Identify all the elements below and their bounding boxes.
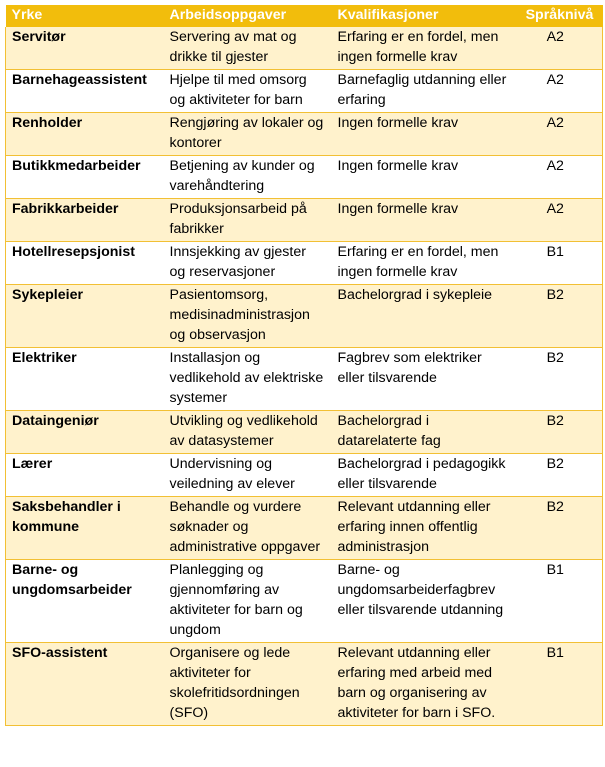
table-row [6,285,603,348]
table-header [6,5,603,27]
job-cell: Sykepleier [6,285,164,348]
language-level-cell: B2 [517,348,603,411]
qualifications-cell: Relevant utdanning eller erfaring med arbeid med barn og organisering av aktiviteter for barn i SFO. [332,643,517,726]
qualifications-cell: Bachelorgrad i datarelaterte fag [332,411,517,454]
tasks-cell: Installasjon og vedlikehold av elektriske systemer [164,348,332,411]
job-cell: Servitør [6,27,164,70]
qualifications-cell: Bachelorgrad i pedagogikk eller tilsvarende [332,454,517,497]
job-cell: Barne- og ungdomsarbeider [6,560,164,643]
table-row [6,643,603,726]
tasks-cell: Planlegging og gjennomføring av aktiviteter for barn og ungdom [164,560,332,643]
table-row [6,27,603,70]
language-level-cell: B1 [517,242,603,285]
tasks-cell: Pasientomsorg, medisinadministrasjon og observasjon [164,285,332,348]
table-row [6,156,603,199]
language-level-cell: A2 [517,113,603,156]
job-cell: Butikkmedarbeider [6,156,164,199]
qualifications-cell: Barne- og ungdomsarbeiderfagbrev eller tilsvarende utdanning [332,560,517,643]
language-level-cell: B2 [517,285,603,348]
tasks-cell: Rengjøring av lokaler og kontorer [164,113,332,156]
header-row [6,5,603,27]
job-cell: Barnehageassistent [6,70,164,113]
header-language-level: Språknivå [517,5,603,27]
table-row [6,560,603,643]
tasks-cell: Betjening av kunder og varehåndtering [164,156,332,199]
qualifications-cell: Ingen formelle krav [332,156,517,199]
job-cell: Fabrikkarbeider [6,199,164,242]
qualifications-cell: Relevant utdanning eller erfaring innen offentlig administrasjon [332,497,517,560]
tasks-cell: Servering av mat og drikke til gjester [164,27,332,70]
occupations-table [5,5,603,726]
language-level-cell: B2 [517,411,603,454]
qualifications-cell: Erfaring er en fordel, men ingen formelle krav [332,242,517,285]
table-row [6,454,603,497]
job-cell: Lærer [6,454,164,497]
tasks-cell: Utvikling og vedlikehold av datasystemer [164,411,332,454]
language-level-cell: B2 [517,497,603,560]
header-qualifications: Kvalifikasjoner [332,5,517,27]
language-level-cell: B2 [517,454,603,497]
job-cell: Renholder [6,113,164,156]
qualifications-cell: Barnefaglig utdanning eller erfaring [332,70,517,113]
header-tasks: Arbeidsoppgaver [164,5,332,27]
language-level-cell: B1 [517,643,603,726]
job-cell: Dataingeniør [6,411,164,454]
tasks-cell: Hjelpe til med omsorg og aktiviteter for barn [164,70,332,113]
tasks-cell: Produksjonsarbeid på fabrikker [164,199,332,242]
table-body [6,27,603,726]
tasks-cell: Behandle og vurdere søknader og administrative oppgaver [164,497,332,560]
tasks-cell: Organisere og lede aktiviteter for skolefritidsordningen (SFO) [164,643,332,726]
table-row [6,242,603,285]
table-row [6,348,603,411]
header-job: Yrke [6,5,164,27]
job-cell: SFO-assistent [6,643,164,726]
language-level-cell: A2 [517,156,603,199]
qualifications-cell: Fagbrev som elektriker eller tilsvarende [332,348,517,411]
job-cell: Hotellresepsjonist [6,242,164,285]
job-cell: Saksbehandler i kommune [6,497,164,560]
table-row [6,497,603,560]
tasks-cell: Innsjekking av gjester og reservasjoner [164,242,332,285]
language-level-cell: A2 [517,70,603,113]
language-level-cell: A2 [517,199,603,242]
qualifications-cell: Ingen formelle krav [332,199,517,242]
table-row [6,411,603,454]
tasks-cell: Undervisning og veiledning av elever [164,454,332,497]
qualifications-cell: Erfaring er en fordel, men ingen formelle krav [332,27,517,70]
job-cell: Elektriker [6,348,164,411]
table-row [6,199,603,242]
table-row [6,70,603,113]
language-level-cell: A2 [517,27,603,70]
qualifications-cell: Ingen formelle krav [332,113,517,156]
qualifications-cell: Bachelorgrad i sykepleie [332,285,517,348]
table-row [6,113,603,156]
language-level-cell: B1 [517,560,603,643]
